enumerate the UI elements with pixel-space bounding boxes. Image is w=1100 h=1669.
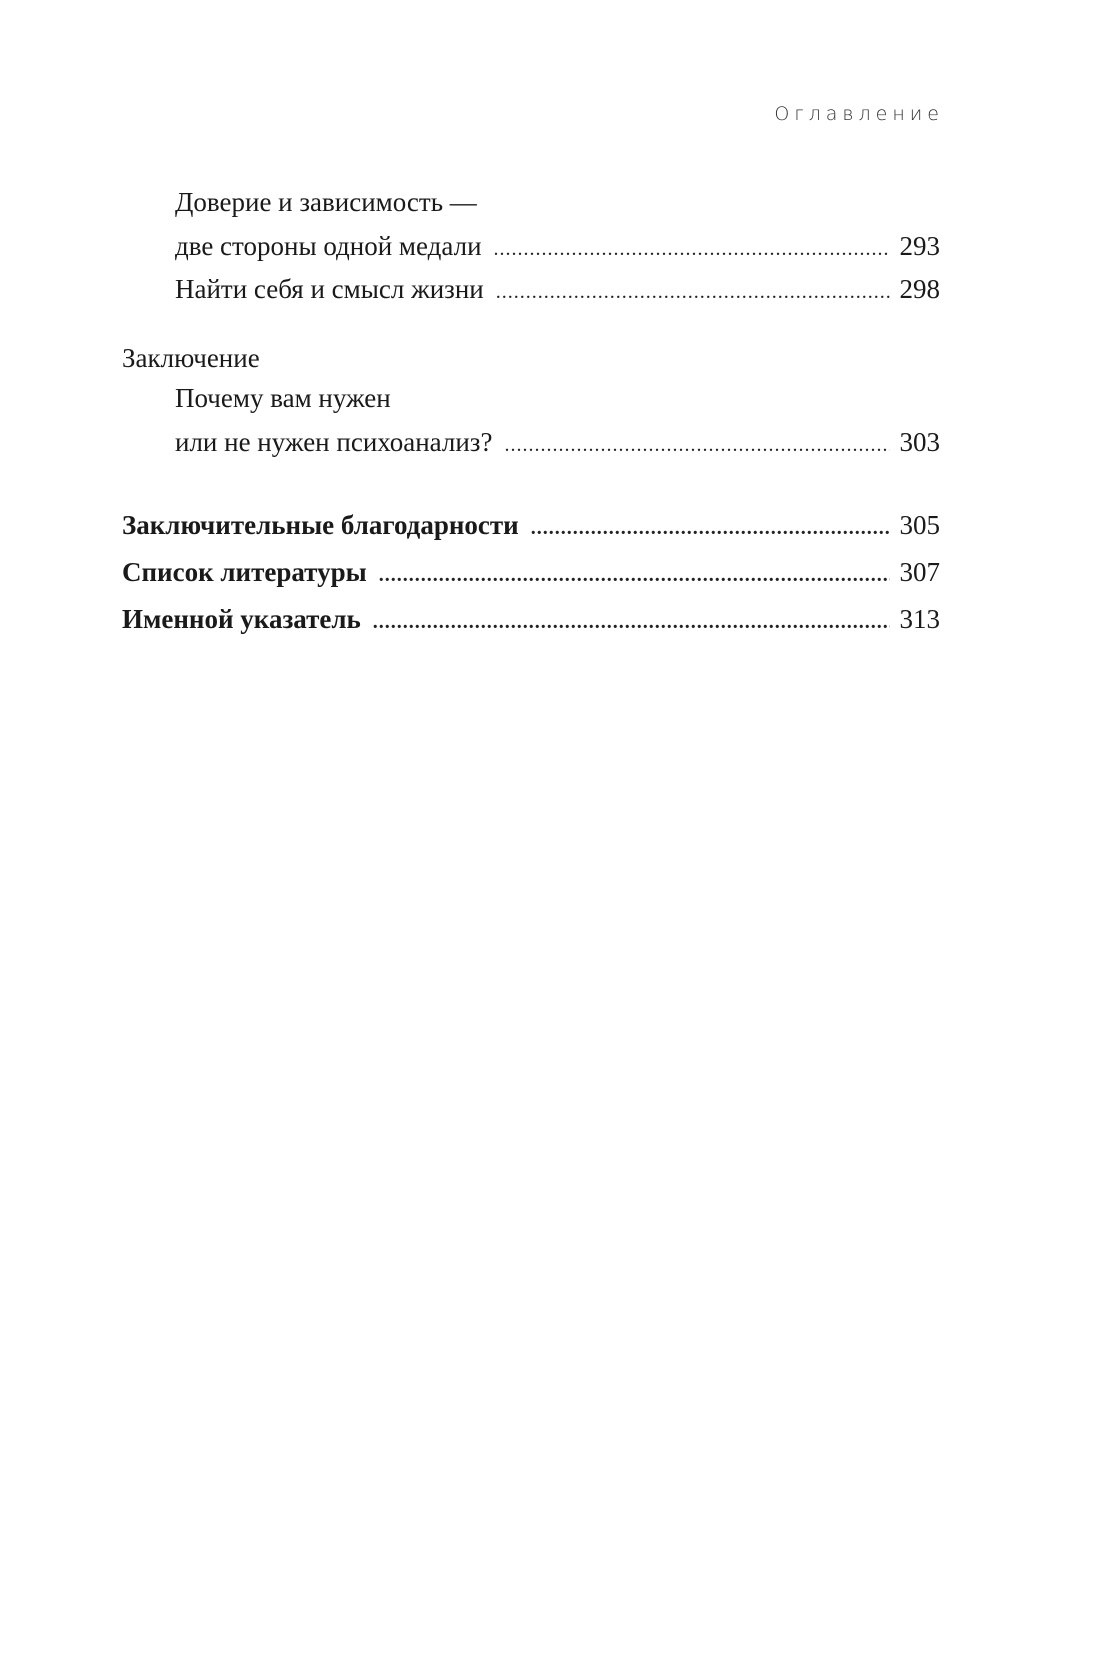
toc-entry-title: Именной указатель bbox=[122, 604, 361, 634]
toc-entry[interactable] bbox=[122, 267, 940, 314]
toc-entry-title: две стороны одной медали bbox=[175, 231, 482, 261]
dot-leader bbox=[496, 270, 890, 314]
running-head: Оглавление bbox=[774, 103, 944, 125]
table-of-contents bbox=[122, 180, 940, 644]
toc-back-matter-entry[interactable] bbox=[122, 597, 940, 644]
toc-entry-title: Доверие и зависимость — bbox=[175, 187, 477, 217]
toc-back-matter-entry[interactable] bbox=[122, 503, 940, 550]
toc-page-number: 303 bbox=[899, 427, 940, 457]
toc-entry-title: Заключительные благодарности bbox=[122, 510, 519, 540]
toc-page-number: 293 bbox=[899, 231, 940, 261]
toc-page-number: 298 bbox=[899, 274, 940, 304]
toc-entry-title: Почему вам нужен bbox=[175, 383, 391, 413]
toc-entry-title: Найти себя и смысл жизни bbox=[175, 274, 484, 304]
toc-entry-title: Список литературы bbox=[122, 557, 367, 587]
toc-section bbox=[122, 336, 940, 380]
dot-leader bbox=[379, 553, 890, 597]
toc-entry-title: или не нужен психоанализ? bbox=[175, 427, 493, 457]
dot-leader bbox=[494, 227, 890, 271]
toc-page-number: 307 bbox=[899, 557, 940, 587]
toc-back-matter-entry[interactable] bbox=[122, 550, 940, 597]
dot-leader bbox=[373, 600, 890, 644]
toc-page-number: 305 bbox=[899, 510, 940, 540]
toc-entry[interactable] bbox=[122, 376, 940, 467]
dot-leader bbox=[504, 423, 889, 467]
toc-page-number: 313 bbox=[899, 604, 940, 634]
toc-entry[interactable] bbox=[122, 180, 940, 271]
toc-section-heading: Заключение bbox=[122, 343, 260, 373]
dot-leader bbox=[531, 506, 890, 550]
